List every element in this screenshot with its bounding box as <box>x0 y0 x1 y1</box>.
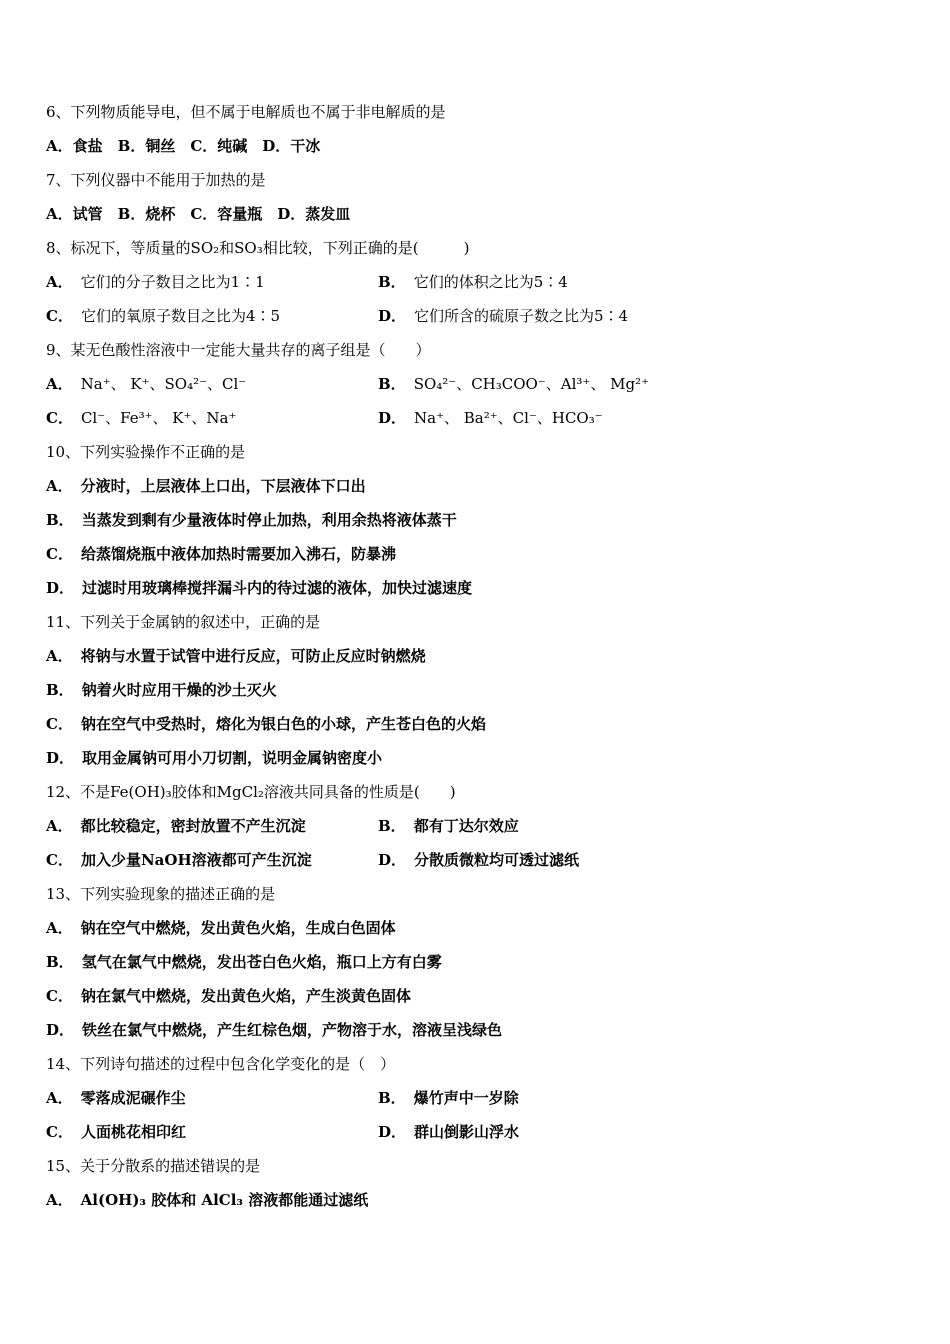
question-9-option-a: A． Na⁺、 K⁺、SO₄²⁻、Cl⁻ <box>46 375 247 393</box>
question-12-option-d: D． 分散质微粒均可透过滤纸 <box>378 851 580 869</box>
question-9-option-c: C． Cl⁻、Fe³⁺、 K⁺、Na⁺ <box>46 409 237 427</box>
question-8-stem: 8、标况下，等质量的SO₂和SO₃相比较，下列正确的是( ) <box>46 239 470 257</box>
question-12-option-a: A． 都比较稳定，密封放置不产生沉淀 <box>46 817 306 835</box>
question-9-option-b: B． SO₄²⁻、CH₃COO⁻、Al³⁺、 Mg²⁺ <box>378 375 649 393</box>
question-11-option-c: C． 钠在空气中受热时，熔化为银白色的小球，产生苍白色的火焰 <box>46 715 486 733</box>
question-13-option-b: B． 氢气在氯气中燃烧，发出苍白色火焰，瓶口上方有白雾 <box>46 953 442 971</box>
question-6-options: A．食盐 B．铜丝 C．纯碱 D．干冰 <box>46 137 321 155</box>
question-14-option-d: D． 群山倒影山浮水 <box>378 1123 520 1141</box>
question-8-option-a: A． 它们的分子数目之比为1∶1 <box>46 273 265 291</box>
question-11-stem: 11、下列关于金属钠的叙述中，正确的是 <box>46 613 321 631</box>
question-10-option-b: B． 当蒸发到剩有少量液体时停止加热，利用余热将液体蒸干 <box>46 511 457 529</box>
question-10-option-a: A． 分液时，上层液体上口出，下层液体下口出 <box>46 477 366 495</box>
question-13-option-d: D． 铁丝在氯气中燃烧，产生红棕色烟，产物溶于水，溶液呈浅绿色 <box>46 1021 503 1039</box>
question-11-option-a: A． 将钠与水置于试管中进行反应，可防止反应时钠燃烧 <box>46 647 426 665</box>
question-15-stem: 15、关于分散系的描述错误的是 <box>46 1157 261 1175</box>
question-7-options: A．试管 B．烧杯 C．容量瓶 D．蒸发皿 <box>46 205 351 223</box>
question-10-stem: 10、下列实验操作不正确的是 <box>46 443 246 461</box>
question-14-stem: 14、下列诗句描述的过程中包含化学变化的是（ ） <box>46 1055 396 1073</box>
question-10-option-d: D． 过滤时用玻璃棒搅拌漏斗内的待过滤的液体，加快过滤速度 <box>46 579 473 597</box>
question-13-stem: 13、下列实验现象的描述正确的是 <box>46 885 276 903</box>
question-8-option-b: B． 它们的体积之比为5∶4 <box>378 273 568 291</box>
question-6-stem: 6、下列物质能导电，但不属于电解质也不属于非电解质的是 <box>46 103 446 121</box>
question-9-option-d: D． Na⁺、 Ba²⁺、Cl⁻、HCO₃⁻ <box>378 409 603 427</box>
question-14-option-a: A． 零落成泥碾作尘 <box>46 1089 186 1107</box>
question-8-option-d: D． 它们所含的硫原子数之比为5∶4 <box>378 307 629 325</box>
question-12-option-b: B． 都有丁达尔效应 <box>378 817 519 835</box>
question-13-option-a: A． 钠在空气中燃烧，发出黄色火焰，生成白色固体 <box>46 919 396 937</box>
question-14-option-c: C． 人面桃花相印红 <box>46 1123 186 1141</box>
question-13-option-c: C． 钠在氯气中燃烧，发出黄色火焰，产生淡黄色固体 <box>46 987 411 1005</box>
question-10-option-c: C． 给蒸馏烧瓶中液体加热时需要加入沸石，防暴沸 <box>46 545 396 563</box>
question-15-option-a: A． Al(OH)₃ 胶体和 AlCl₃ 溶液都能通过滤纸 <box>46 1191 369 1209</box>
question-11-option-d: D． 取用金属钠可用小刀切割，说明金属钠密度小 <box>46 749 383 767</box>
question-9-stem: 9、某无色酸性溶液中一定能大量共存的离子组是（ ） <box>46 341 431 359</box>
question-8-option-c: C． 它们的氧原子数目之比为4∶5 <box>46 307 281 325</box>
question-12-option-c: C． 加入少量NaOH溶液都可产生沉淀 <box>46 851 312 869</box>
question-11-option-b: B． 钠着火时应用干燥的沙土灭火 <box>46 681 277 699</box>
question-12-stem: 12、不是Fe(OH)₃胶体和MgCl₂溶液共同具备的性质是( ) <box>46 783 456 801</box>
question-14-option-b: B． 爆竹声中一岁除 <box>378 1089 519 1107</box>
question-7-stem: 7、下列仪器中不能用于加热的是 <box>46 171 266 189</box>
